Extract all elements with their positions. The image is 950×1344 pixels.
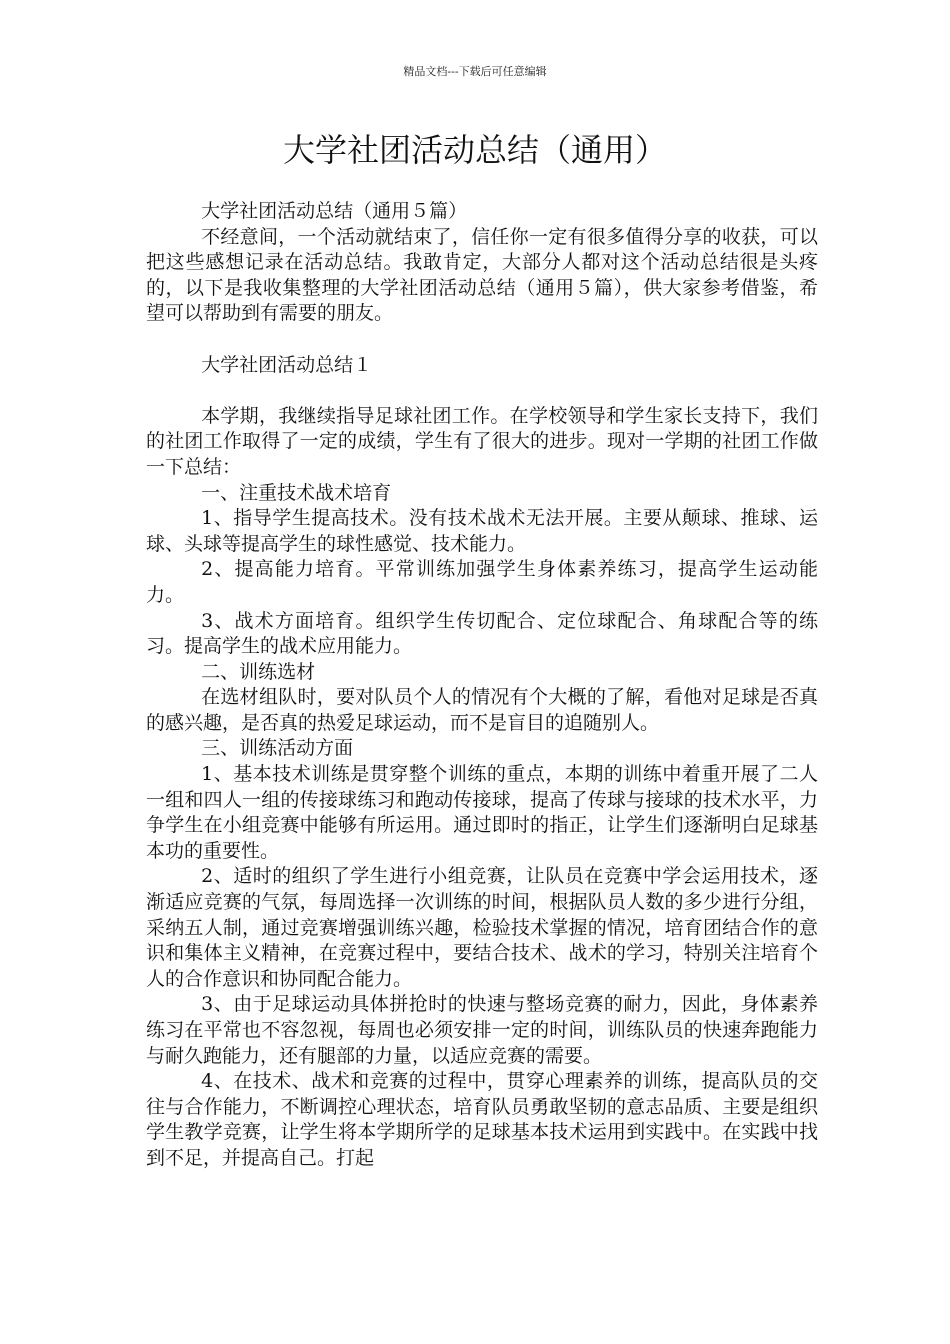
subheading: 三、训练活动方面 <box>201 737 354 760</box>
body-paragraph: 3、战术方面培育。组织学生传切配合、定位球配合、角球配合等的练习。提高学生的战术应用能力。 <box>146 609 818 658</box>
blank-line <box>146 327 818 353</box>
body-paragraph: 在选材组队时，要对队员个人的情况有个大概的了解，看他对足球是否真的感兴趣，是否真的热爱足球运动，而不是盲目的追随别人。 <box>146 686 818 734</box>
page-header: 精品文档---下载后可任意编辑 <box>403 65 547 78</box>
body-paragraph: 本学期，我继续指导足球社团工作。在学校领导和学生家长支持下，我们的社团工作取得了一定的成绩，学生有了很大的进步。现对一学期的社团工作做一下总结： <box>146 404 818 478</box>
document-title: 大学社团活动总结（通用） <box>282 131 667 169</box>
intro-paragraph: 不经意间，一个活动就结束了，信任你一定有很多值得分享的收获，可以把这些感想记录在活动总结。我敢肯定，大部分人都对这个活动总结很是头疼的，以下是我收集整理的大学社团活动总结（通用５篇），供大家参考借鉴，希望可以帮助到有需要的朋友。 <box>146 225 818 325</box>
body-paragraph: 1、指导学生提高技术。没有技术战术无法开展。主要从颠球、推球、运球、头球等提高学生的球性感觉、技术能力。 <box>146 507 818 555</box>
subheading: 二、训练选材 <box>201 660 316 683</box>
document-body <box>146 199 818 1172</box>
subheading: 一、注重技术战术培育 <box>201 481 392 504</box>
subtitle-paragraph: 大学社团活动总结（通用５篇） <box>201 200 468 222</box>
body-paragraph: 4、在技术、战术和竞赛的过程中，贯穿心理素养的训练，提高队员的交往与合作能力，不断调控心理状态，培育队员勇敢坚韧的意志品质、主要是组织学生教学竞赛，让学生将本学期所学的足球基本技术运用到实践中。在实践中找到不足，并提高自己。打起 <box>146 1070 818 1169</box>
body-paragraph: 1、基本技术训练是贯穿整个训练的重点，本期的训练中着重开展了二人一组和四人一组的传接球练习和跑动传接球，提高了传球与接球的技术水平，力争学生在小组竞赛中能够有所运用。通过即时的指正，让学生们逐渐明白足球基本功的重要性。 <box>146 763 818 862</box>
body-paragraph: 2、适时的组织了学生进行小组竞赛，让队员在竞赛中学会运用技术，逐渐适应竞赛的气氛，每周选择一次训练的时间，根据队员人数的多少进行分组，采纳五人制，通过竞赛增强训练兴趣，检验技术掌握的情况，培育团结合作的意识和集体主义精神，在竞赛过程中，要结合技术、战术的学习，特别关注培育个人的合作意识和协同配合能力。 <box>146 865 818 990</box>
body-paragraph: 3、由于足球运动具体拼抢时的快速与整场竞赛的耐力，因此，身体素养练习在平常也不容忽视，每周也必须安排一定的时间，训练队员的快速奔跑能力与耐久跑能力，还有腿部的力量，以适应竞赛的需要。 <box>146 993 818 1067</box>
blank-line <box>146 378 818 404</box>
body-paragraph: 2、提高能力培育。平常训练加强学生身体素养练习，提高学生运动能力。 <box>146 558 818 606</box>
section-heading: 大学社团活动总结１ <box>201 353 373 376</box>
